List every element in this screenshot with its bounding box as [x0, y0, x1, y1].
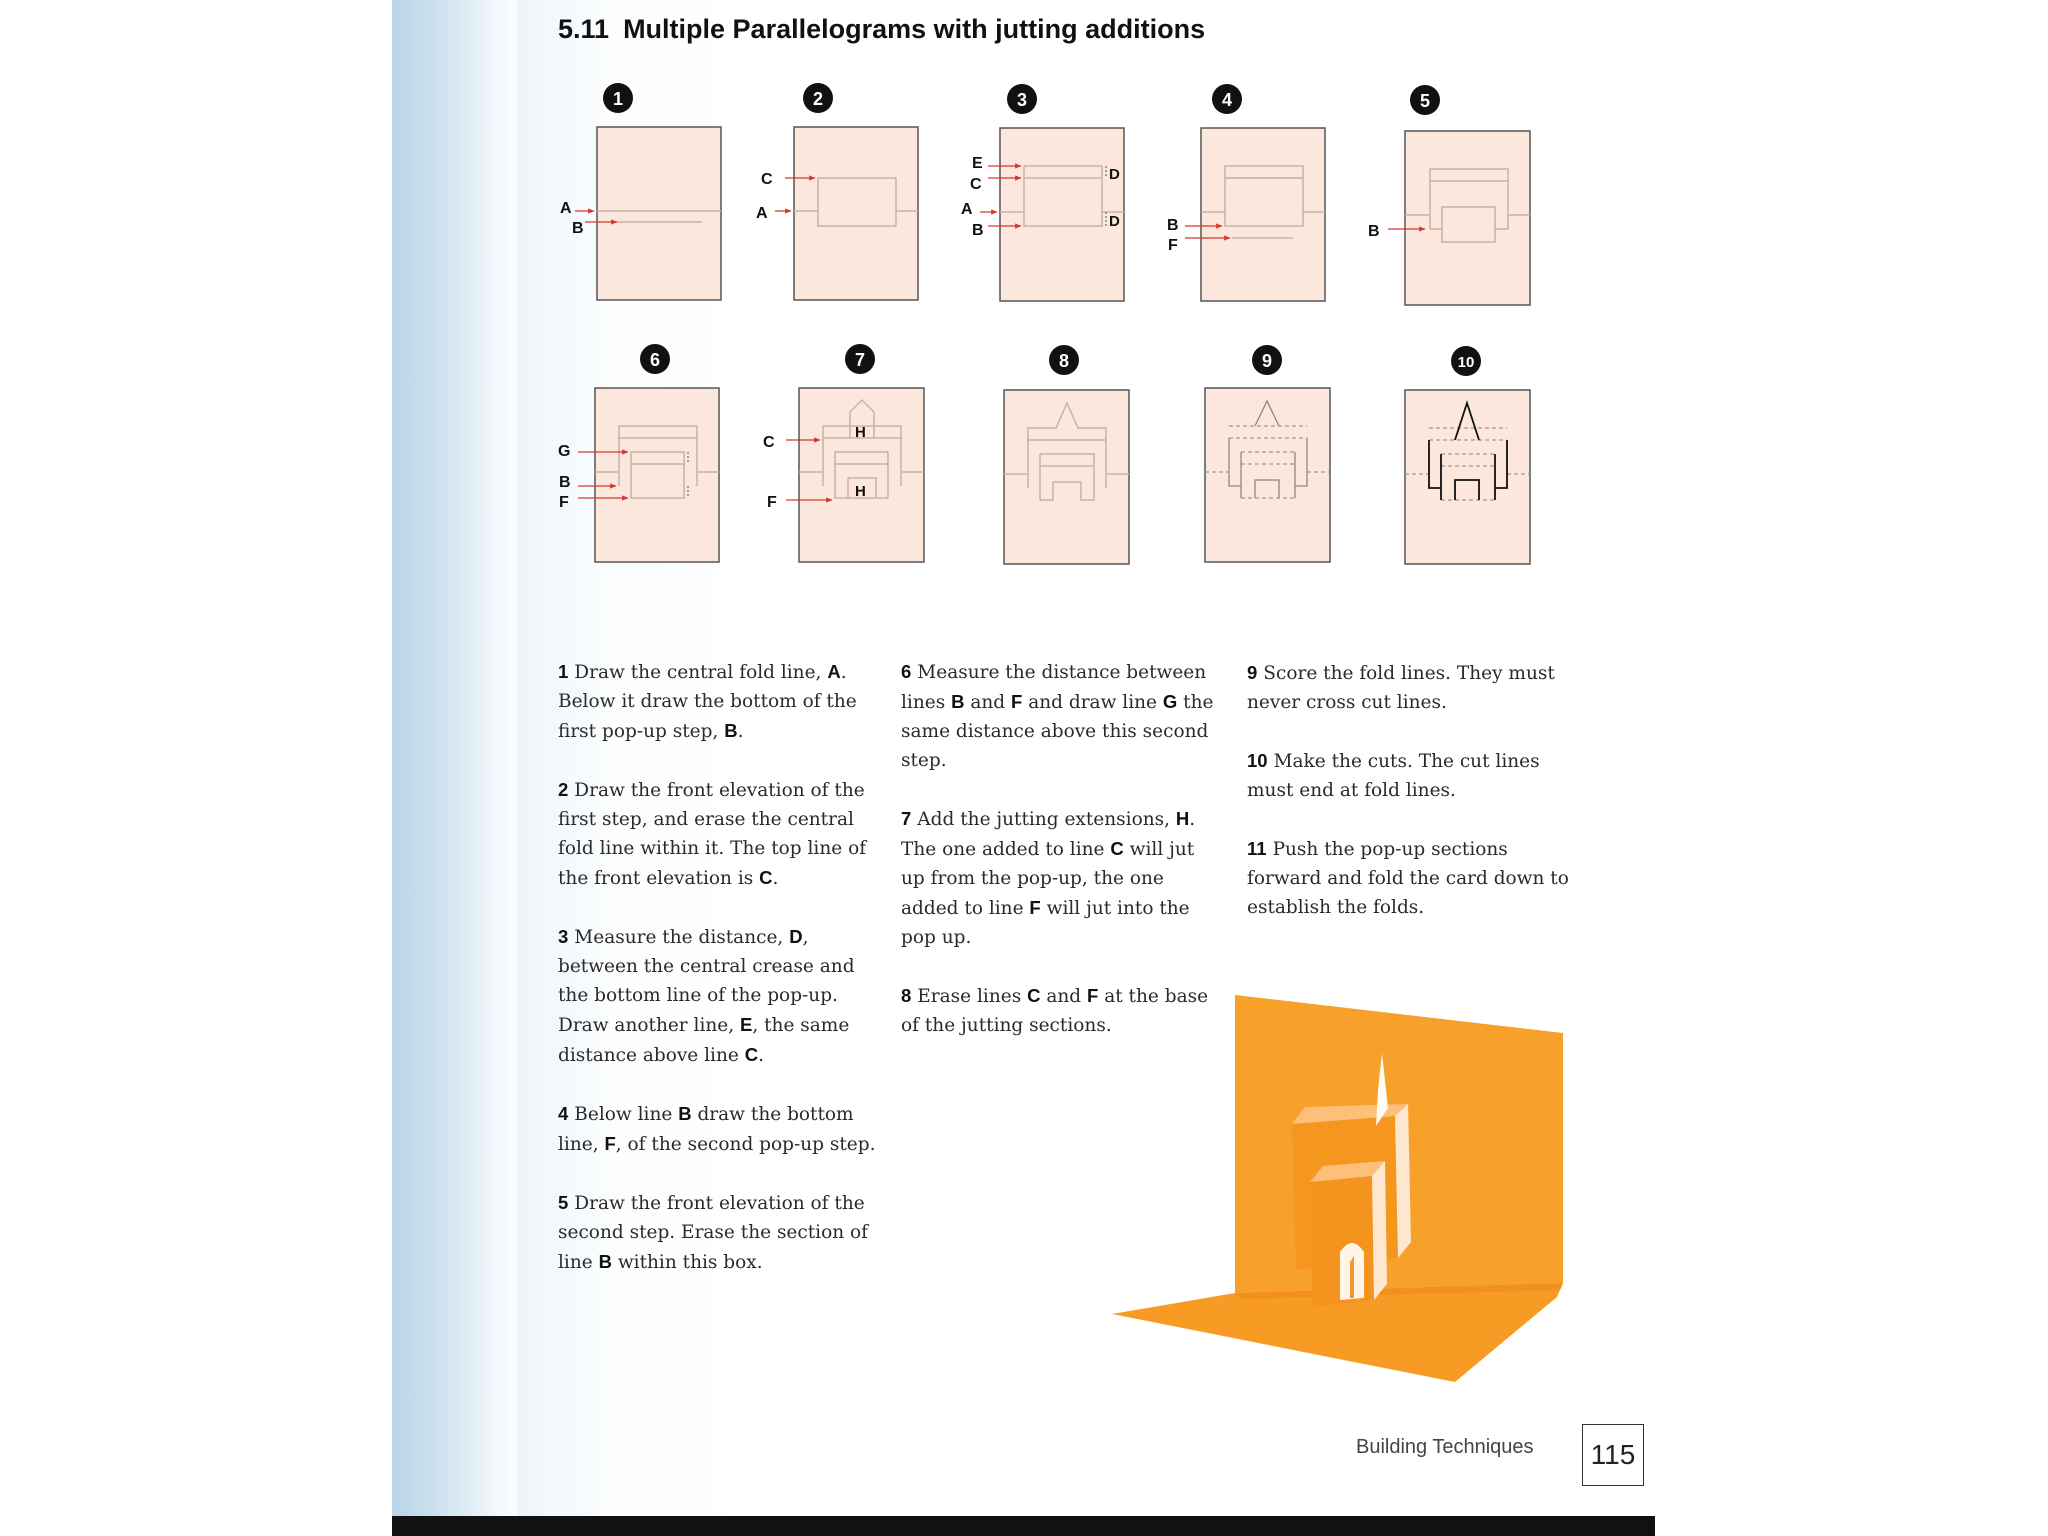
key-letter: F [1029, 897, 1041, 918]
key-letter: C [744, 1044, 759, 1065]
card-6 [595, 388, 719, 562]
diagram-6 [558, 344, 719, 562]
diagram-2 [756, 83, 918, 300]
instruction-text: , of the second pop-up step. [615, 1134, 876, 1155]
step-number: 11 [1247, 838, 1267, 859]
instruction-text: the same distance above this second step. [901, 692, 1214, 771]
key-letter: H [1175, 808, 1190, 829]
card-9 [1205, 388, 1330, 562]
instruction-text: . [772, 868, 779, 889]
diagram-3 [961, 84, 1124, 301]
instruction-step-6 [901, 657, 1216, 775]
step-diagrams [0, 0, 2048, 620]
instruction-text: . Below it draw the bottom of the first pop-up step, [558, 662, 857, 742]
label-b: B [972, 222, 984, 239]
instruction-text: , the same distance above line [558, 1015, 850, 1066]
page-number: 115 [1582, 1424, 1644, 1486]
instruction-text: Draw the front elevation of the first step, and erase the central fold line within it. The top line of the front elevation is [558, 780, 867, 889]
key-letter: B [951, 691, 965, 712]
section-number: 5.11 [558, 14, 610, 44]
step-number: 2 [558, 779, 569, 800]
label-f: F [559, 494, 569, 511]
popup-step-2-side [1372, 1161, 1387, 1300]
svg-text:6: 6 [649, 350, 661, 370]
label-b: B [559, 474, 571, 491]
label-b: B [572, 220, 584, 237]
step-number: 4 [558, 1103, 569, 1124]
step-number: 10 [1247, 750, 1268, 771]
diagram-9 [1205, 345, 1330, 562]
key-letter: B [724, 720, 738, 741]
instruction-text: within this box. [611, 1252, 763, 1273]
label-c: C [763, 434, 775, 451]
instruction-step-10 [1247, 746, 1577, 805]
svg-text:9: 9 [1261, 351, 1273, 371]
diagram-8 [1004, 345, 1129, 564]
svg-text:2: 2 [812, 89, 824, 109]
instruction-text: will jut up from the pop-up, the one added to line [901, 839, 1195, 919]
card-7 [799, 388, 924, 562]
instruction-text: Make the cuts. The cut lines must end at fold lines. [1247, 751, 1540, 801]
card-4 [1201, 128, 1325, 301]
instruction-step-11 [1247, 834, 1577, 922]
label-a: A [756, 205, 768, 222]
key-letter: F [1011, 691, 1023, 712]
key-letter: F [1087, 985, 1099, 1006]
instructions-column-1 [558, 657, 878, 1306]
instruction-step-1 [558, 657, 878, 746]
instruction-text: Measure the distance between lines [901, 662, 1207, 713]
instruction-step-2 [558, 775, 878, 893]
instruction-text: . [737, 721, 744, 742]
key-letter: C [1027, 985, 1041, 1006]
card-1 [597, 127, 721, 300]
key-letter: B [598, 1251, 612, 1272]
instruction-text: and draw line [1022, 692, 1163, 713]
label-h: H [855, 424, 866, 441]
label-d: D [1109, 166, 1120, 183]
label-e: E [972, 155, 983, 172]
instruction-step-5 [558, 1188, 878, 1277]
label-a: A [560, 200, 572, 217]
label-f: F [767, 494, 777, 511]
instruction-text: . [758, 1045, 764, 1066]
label-d: D [1109, 213, 1120, 230]
step-number: 5 [558, 1192, 569, 1213]
card-8 [1004, 390, 1129, 564]
instruction-text: , between the central crease and the bottom line of the pop-up. Draw another line, [558, 927, 855, 1036]
diagram-10 [1405, 346, 1530, 564]
finished-popup-card-photo [1100, 985, 1570, 1385]
key-letter: A [827, 661, 841, 682]
instruction-text: will jut into the pop up. [901, 898, 1190, 948]
card-3 [1000, 128, 1124, 301]
key-letter: C [759, 867, 773, 888]
instruction-text: . The one added to line [901, 809, 1196, 860]
step-number: 7 [901, 808, 912, 829]
instruction-step-3 [558, 922, 878, 1070]
section-title: Multiple Parallelograms with jutting additions [623, 14, 1206, 44]
key-letter: F [604, 1133, 616, 1154]
svg-text:4: 4 [1221, 90, 1233, 110]
key-letter: E [739, 1014, 753, 1035]
label-h: H [855, 483, 866, 500]
key-letter: B [678, 1103, 692, 1124]
label-b: B [1167, 217, 1179, 234]
diagram-4 [1167, 84, 1325, 301]
instruction-text: draw the bottom line, [558, 1104, 854, 1155]
instruction-step-9 [1247, 658, 1577, 717]
label-a: A [961, 201, 973, 218]
instruction-text: and [964, 692, 1012, 713]
instruction-text: and [1040, 986, 1088, 1007]
running-footer-section: Building Techniques [1356, 1436, 1534, 1458]
label-c: C [761, 171, 773, 188]
instruction-text: Below line [574, 1104, 679, 1125]
svg-text:10: 10 [1457, 354, 1475, 371]
instruction-text: Measure the distance, [574, 927, 790, 948]
step-number: 1 [558, 661, 569, 682]
card-2 [794, 127, 918, 300]
step-number: 3 [558, 926, 569, 947]
key-letter: G [1162, 691, 1178, 712]
instruction-text: Score the fold lines. They must never cross cut lines. [1247, 663, 1555, 713]
instruction-text: at the base of the jutting sections. [901, 986, 1209, 1036]
label-g: G [558, 443, 571, 460]
instruction-text: Add the jutting extensions, [917, 809, 1176, 830]
key-letter: D [789, 926, 803, 947]
diagram-7 [763, 344, 924, 562]
key-letter: C [1110, 838, 1124, 859]
instruction-text: Push the pop-up sections forward and fold the card down to establish the folds. [1247, 839, 1569, 918]
svg-text:5: 5 [1419, 91, 1431, 111]
svg-text:3: 3 [1016, 90, 1028, 110]
label-c: C [970, 176, 982, 193]
diagram-1 [560, 83, 721, 300]
svg-text:1: 1 [612, 89, 624, 109]
step-number: 8 [901, 985, 912, 1006]
card-10 [1405, 390, 1530, 564]
diagram-5 [1368, 85, 1530, 305]
card-5 [1405, 131, 1530, 305]
instruction-step-7 [901, 804, 1216, 952]
instruction-text: Draw the central fold line, [574, 662, 828, 683]
svg-text:8: 8 [1058, 351, 1070, 371]
instructions-column-3 [1247, 658, 1577, 951]
label-f: F [1168, 237, 1178, 254]
instruction-text: Draw the front elevation of the second step. Erase the section of line [558, 1193, 869, 1273]
instruction-text: Erase lines [917, 986, 1028, 1007]
scan-bottom-border [392, 1516, 1655, 1536]
svg-text:7: 7 [854, 350, 866, 370]
label-b: B [1368, 223, 1380, 240]
instruction-step-4 [558, 1099, 878, 1159]
step-number: 6 [901, 661, 912, 682]
step-number: 9 [1247, 662, 1258, 683]
